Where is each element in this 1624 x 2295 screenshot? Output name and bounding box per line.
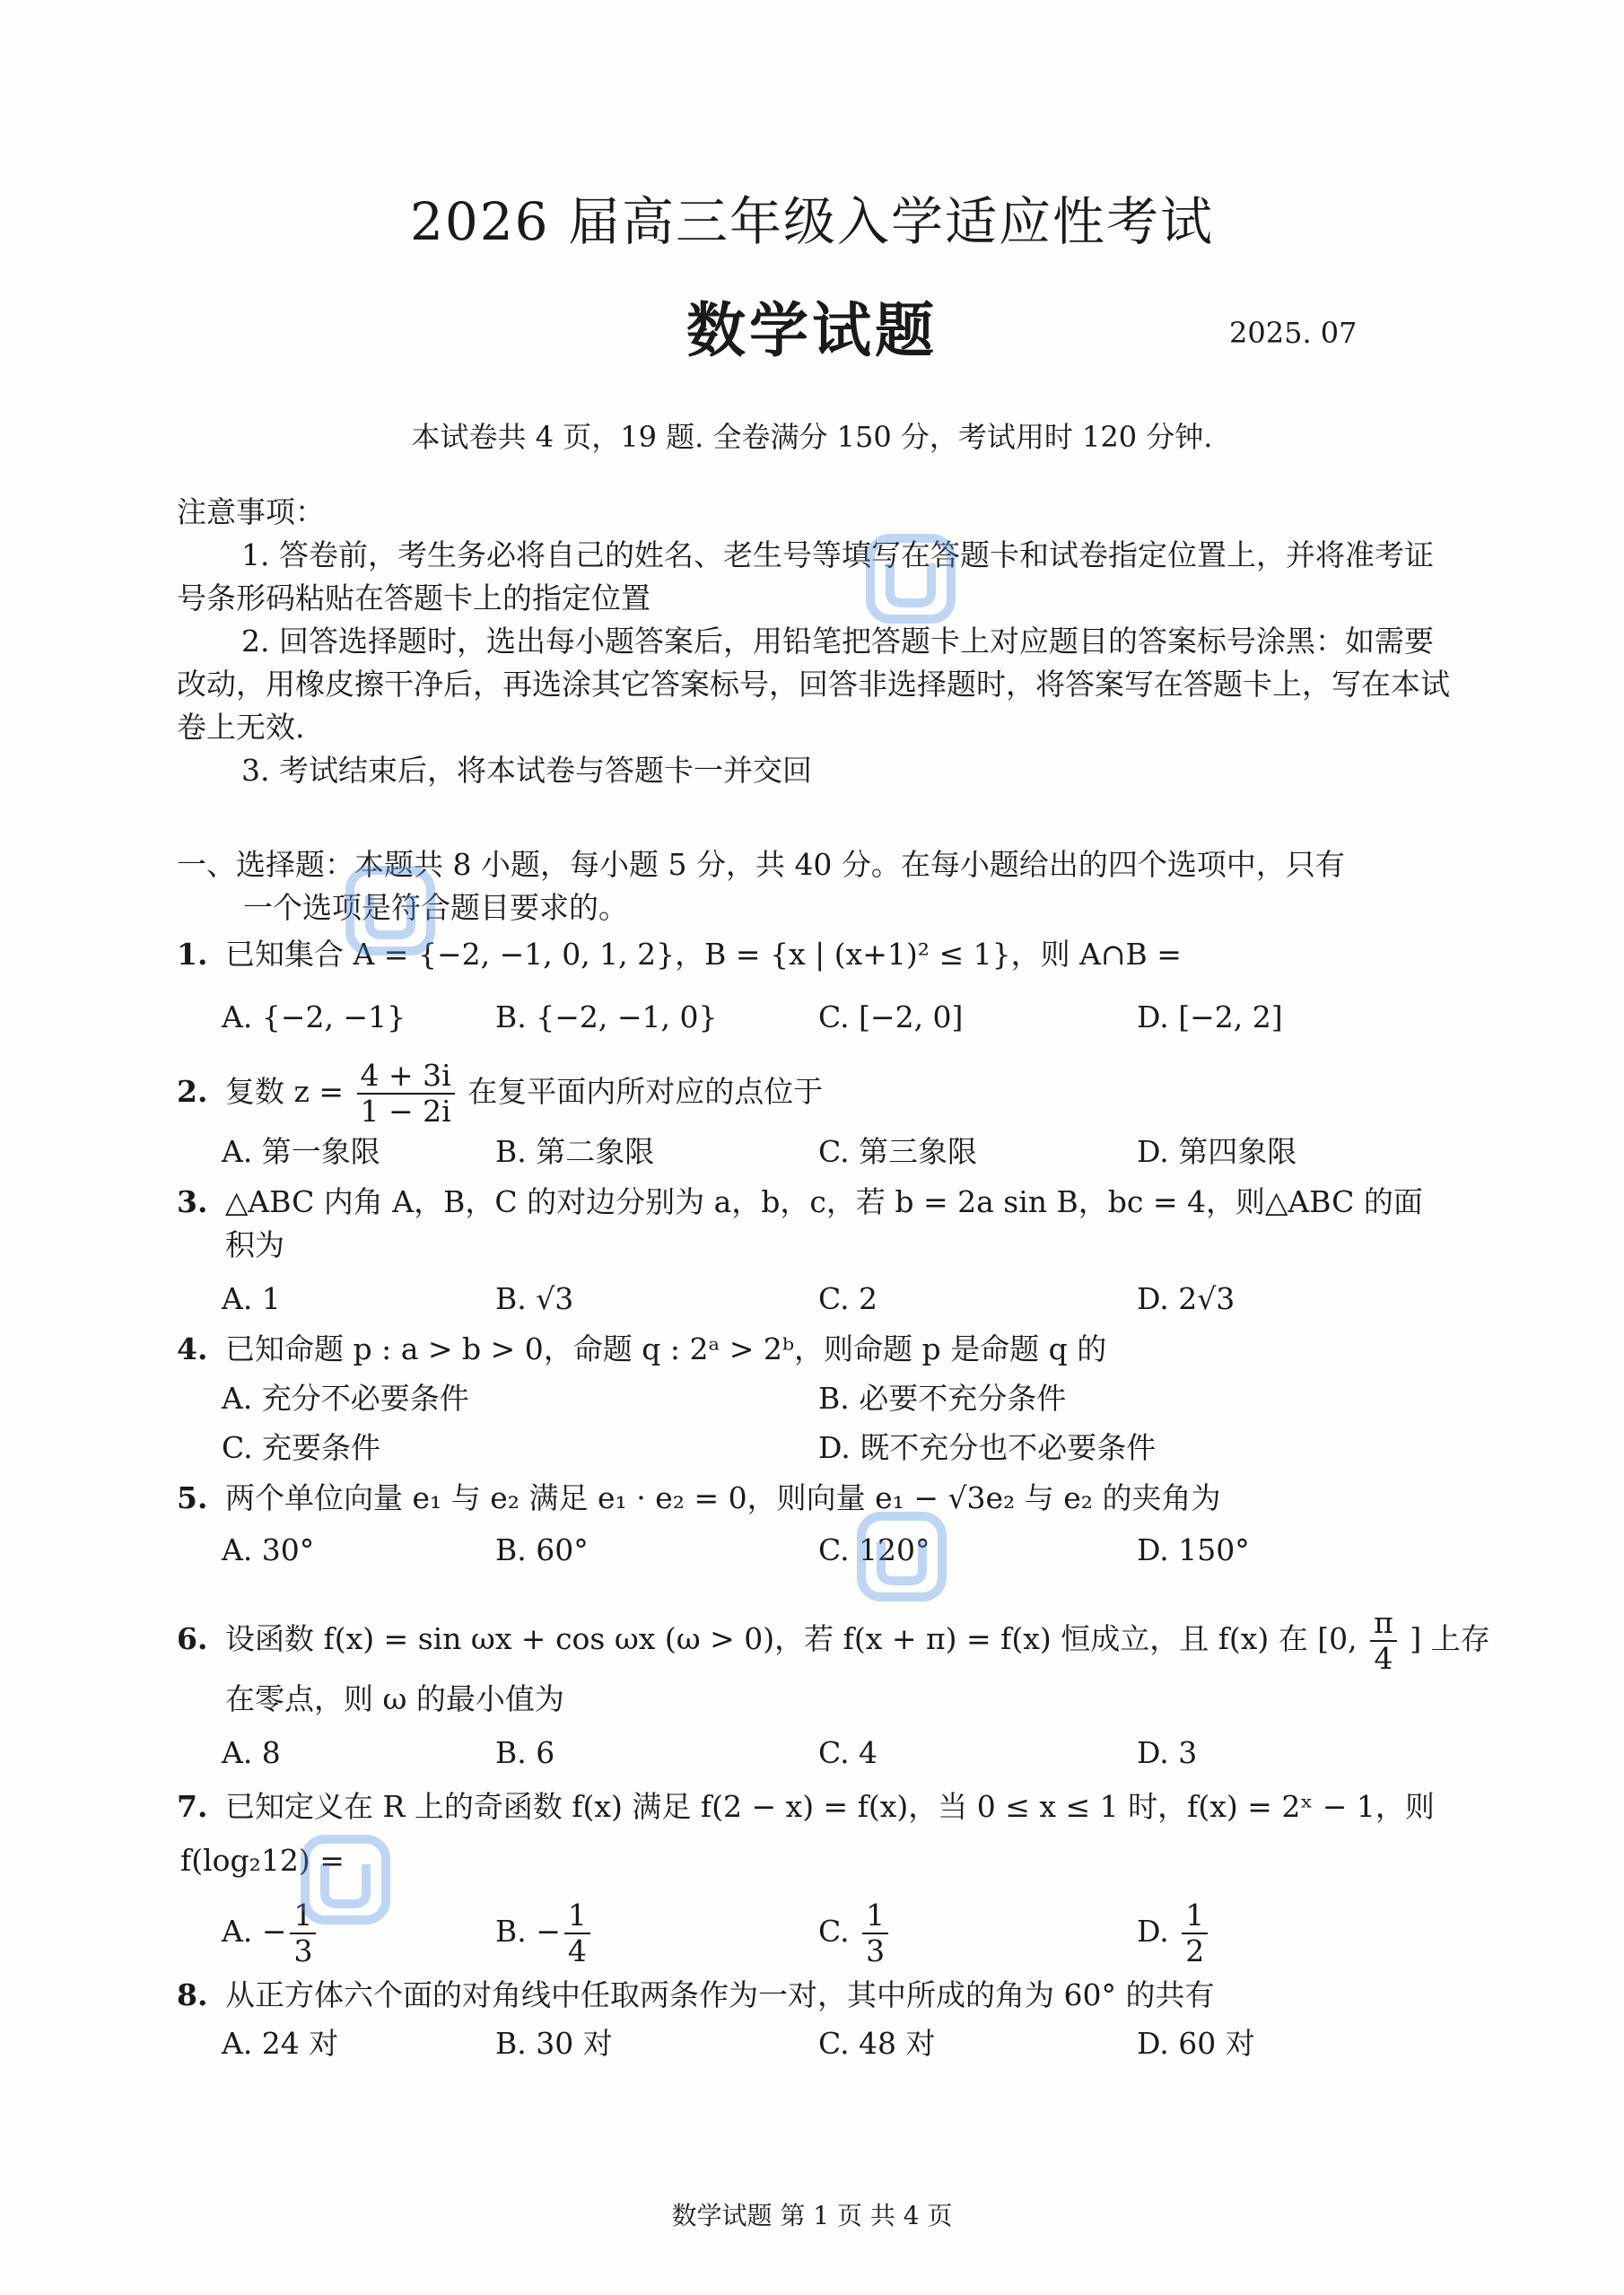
q1-option-b: B. {−2, −1, 0} bbox=[495, 999, 718, 1034]
question-7-cont: f(log₂12) = bbox=[180, 1843, 345, 1878]
question-stem: 两个单位向量 e₁ 与 e₂ 满足 e₁ · e₂ = 0，则向量 e₁ − √3e₂ 与 e₂ 的夹角为 bbox=[225, 1480, 1221, 1515]
notice-heading: 注意事项： bbox=[177, 494, 325, 529]
q8-option-a: A. 24 对 bbox=[222, 2026, 339, 2061]
question-stem-pre: 复数 z = bbox=[225, 1073, 345, 1109]
exam-date: 2025. 07 bbox=[1229, 316, 1358, 350]
fraction-numerator: 4 + 3i bbox=[357, 1059, 455, 1095]
notice-item-1 bbox=[177, 534, 1460, 620]
q6-option-d: D. 3 bbox=[1137, 1735, 1198, 1770]
q4-option-a: A. 充分不必要条件 bbox=[222, 1381, 469, 1416]
option-label: D. bbox=[1137, 1913, 1169, 1949]
notice-text: 2. 回答选择题时，选出每小题答案后，用铅笔把答题卡上对应题目的答案标号涂黑：如需要改动，用橡皮擦干净后，再选涂其它答案标号，回答非选择题时，将答案写在答题卡上，写在本试卷上无效. bbox=[177, 624, 1450, 745]
fraction-numerator: 1 bbox=[290, 1898, 316, 1934]
question-number: 7. bbox=[177, 1789, 208, 1824]
q2-option-d: D. 第四象限 bbox=[1137, 1134, 1297, 1169]
q4-option-c: C. 充要条件 bbox=[222, 1430, 381, 1465]
q6-option-a: A. 8 bbox=[222, 1735, 281, 1770]
notice-text: 1. 答卷前，考生务必将自己的姓名、老生号等填写在答题卡和试卷指定位置上，并将准考证号条形码粘贴在答题卡上的指定位置 bbox=[177, 537, 1434, 615]
option-sign: − bbox=[261, 1913, 287, 1949]
q3-option-a: A. 1 bbox=[222, 1281, 281, 1316]
question-4 bbox=[177, 1328, 1106, 1371]
notice-item-3 bbox=[177, 749, 1460, 792]
q1-option-c: C. [−2, 0] bbox=[818, 999, 964, 1034]
question-stem: 已知定义在 R 上的奇函数 f(x) 满足 f(2 − x) = f(x)，当 0 ≤ x ≤ 1 时，f(x) = 2ˣ − 1，则 bbox=[225, 1789, 1435, 1824]
q7-option-d bbox=[1137, 1898, 1211, 1968]
question-number: 5. bbox=[177, 1480, 208, 1515]
question-6-cont: 在零点，则 ω 的最小值为 bbox=[225, 1681, 564, 1716]
q7-option-b bbox=[495, 1898, 594, 1968]
fraction-numerator: 1 bbox=[1182, 1898, 1208, 1934]
section-heading bbox=[177, 843, 1460, 929]
option-label: B. bbox=[495, 1913, 527, 1949]
pi-fraction bbox=[1370, 1606, 1397, 1676]
fraction-denominator: 3 bbox=[866, 1933, 886, 1968]
q3-option-c: C. 2 bbox=[818, 1281, 878, 1316]
fraction-denominator: 3 bbox=[293, 1933, 313, 1968]
question-number: 3. bbox=[177, 1184, 208, 1219]
q6-option-b: B. 6 bbox=[495, 1735, 555, 1770]
q8-option-c: C. 48 对 bbox=[818, 2026, 936, 2061]
question-stem-pre: 设函数 f(x) = sin ωx + cos ωx (ω > 0)，若 f(x + π) = f(x) 恒成立，且 f(x) 在 [0, bbox=[225, 1620, 1358, 1656]
question-stem: △ABC 内角 A，B，C 的对边分别为 a，b，c，若 b = 2a sin B，bc = 4，则△ABC 的面 bbox=[225, 1184, 1423, 1219]
question-number: 2. bbox=[177, 1073, 208, 1109]
question-stem-post: ] 上存 bbox=[1410, 1620, 1490, 1656]
option-fraction bbox=[290, 1898, 316, 1968]
exam-info: 本试卷共 4 页，19 题. 全卷满分 150 分，考试用时 120 分钟. bbox=[411, 420, 1213, 454]
option-label: A. bbox=[222, 1913, 253, 1949]
q4-option-b: B. 必要不充分条件 bbox=[818, 1381, 1067, 1416]
option-fraction bbox=[862, 1898, 888, 1968]
q3-option-b: B. √3 bbox=[495, 1281, 574, 1316]
fraction-denominator: 2 bbox=[1185, 1933, 1205, 1968]
question-number: 6. bbox=[177, 1620, 208, 1656]
question-5 bbox=[177, 1477, 1220, 1520]
question-stem-post: 在复平面内所对应的点位于 bbox=[467, 1073, 824, 1109]
q6-option-c: C. 4 bbox=[818, 1735, 878, 1770]
notice-text: 3. 考试结束后，将本试卷与答题卡一并交回 bbox=[241, 753, 812, 788]
question-3-cont: 积为 bbox=[225, 1227, 284, 1262]
q4-option-d: D. 既不充分也不必要条件 bbox=[818, 1430, 1157, 1465]
q5-option-a: A. 30° bbox=[222, 1532, 315, 1567]
exam-title: 2026 届高三年级入学适应性考试 bbox=[409, 191, 1215, 252]
option-label: C. bbox=[818, 1913, 850, 1949]
question-number: 1. bbox=[177, 937, 208, 972]
question-number: 8. bbox=[177, 1977, 208, 2012]
q7-option-c bbox=[818, 1898, 892, 1968]
question-6 bbox=[177, 1606, 1490, 1676]
q1-option-d: D. [−2, 2] bbox=[1137, 999, 1283, 1034]
option-fraction bbox=[1182, 1898, 1208, 1968]
q5-option-c: C. 120° bbox=[818, 1532, 930, 1567]
fraction-denominator: 4 bbox=[1374, 1640, 1393, 1676]
question-stem: 已知命题 p : a > b > 0，命题 q : 2ᵃ > 2ᵇ，则命题 p 是命题 q 的 bbox=[225, 1331, 1107, 1366]
q5-option-b: B. 60° bbox=[495, 1532, 589, 1567]
q1-option-a: A. {−2, −1} bbox=[222, 999, 406, 1034]
q2-option-b: B. 第二象限 bbox=[495, 1134, 655, 1169]
q8-option-d: D. 60 对 bbox=[1137, 2026, 1255, 2061]
q3-option-d: D. 2√3 bbox=[1137, 1281, 1235, 1316]
question-stem: 已知集合 A = {−2, −1, 0, 1, 2}，B = {x | (x+1)² ≤ 1}，则 A∩B = bbox=[225, 937, 1182, 972]
option-fraction bbox=[564, 1898, 590, 1968]
question-3 bbox=[177, 1181, 1423, 1224]
fraction-numerator: 1 bbox=[564, 1898, 590, 1934]
q5-option-d: D. 150° bbox=[1137, 1532, 1250, 1567]
fraction-numerator: π bbox=[1370, 1606, 1397, 1642]
exam-subtitle: 数学试题 bbox=[686, 295, 938, 365]
complex-fraction bbox=[357, 1059, 455, 1129]
page-footer: 数学试题 第 1 页 共 4 页 bbox=[671, 2201, 953, 2230]
fraction-denominator: 4 bbox=[567, 1933, 587, 1968]
question-number: 4. bbox=[177, 1331, 208, 1366]
fraction-denominator: 1 − 2i bbox=[360, 1093, 451, 1129]
option-sign: − bbox=[536, 1913, 561, 1949]
section-line-1: 一、选择题：本题共 8 小题，每小题 5 分，共 40 分。在每小题给出的四个选项中，只有 bbox=[177, 847, 1345, 882]
question-stem: 从正方体六个面的对角线中任取两条作为一对，其中所成的角为 60° 的共有 bbox=[225, 1977, 1215, 2012]
section-line-2: 一个选项是符合题目要求的。 bbox=[243, 890, 628, 925]
q8-option-b: B. 30 对 bbox=[495, 2026, 613, 2061]
question-8 bbox=[177, 1974, 1214, 2017]
notice-item-2 bbox=[177, 620, 1460, 749]
q2-option-c: C. 第三象限 bbox=[818, 1134, 978, 1169]
question-7 bbox=[177, 1785, 1435, 1828]
fraction-numerator: 1 bbox=[862, 1898, 888, 1934]
q2-option-a: A. 第一象限 bbox=[222, 1134, 380, 1169]
question-1 bbox=[177, 933, 1182, 976]
q7-option-a bbox=[222, 1898, 319, 1968]
question-2 bbox=[177, 1059, 823, 1129]
